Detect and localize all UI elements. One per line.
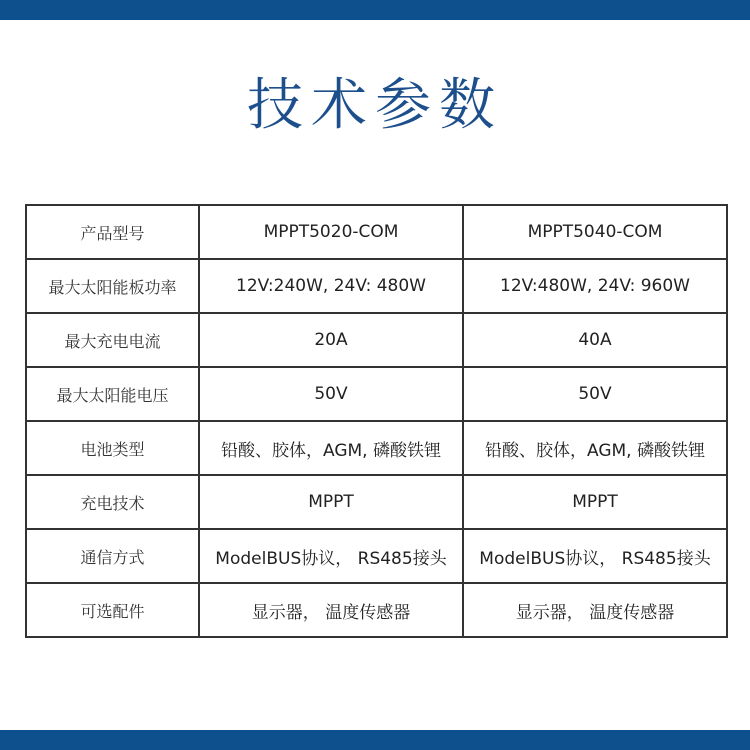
bottom-blue-band <box>0 730 750 750</box>
row-label: 最大太阳能电压 <box>26 367 199 421</box>
cell-value-a: 20A <box>199 313 463 367</box>
row-label: 充电技术 <box>26 475 199 529</box>
spec-table <box>25 204 728 638</box>
top-blue-band <box>0 0 750 20</box>
cell-value-a: 12V:240W, 24V: 480W <box>199 259 463 313</box>
table-row <box>26 529 727 583</box>
row-label: 可选配件 <box>26 583 199 637</box>
table-row <box>26 313 727 367</box>
cell-value-b: 显示器， 温度传感器 <box>463 583 727 637</box>
row-label: 最大太阳能板功率 <box>26 259 199 313</box>
table-row <box>26 421 727 475</box>
cell-value-b: 铅酸、胶体，AGM, 磷酸铁锂 <box>463 421 727 475</box>
cell-value-b: 50V <box>463 367 727 421</box>
table-row <box>26 205 727 259</box>
cell-model-a: MPPT5020-COM <box>199 205 463 259</box>
row-label: 产品型号 <box>26 205 199 259</box>
table-row <box>26 583 727 637</box>
row-label: 最大充电电流 <box>26 313 199 367</box>
cell-value-a: 50V <box>199 367 463 421</box>
table-row <box>26 475 727 529</box>
cell-value-a: ModelBUS协议， RS485接头 <box>199 529 463 583</box>
cell-value-a: MPPT <box>199 475 463 529</box>
cell-value-b: 40A <box>463 313 727 367</box>
cell-model-b: MPPT5040-COM <box>463 205 727 259</box>
cell-value-a: 铅酸、胶体，AGM, 磷酸铁锂 <box>199 421 463 475</box>
cell-value-b: MPPT <box>463 475 727 529</box>
table-row <box>26 259 727 313</box>
row-label: 通信方式 <box>26 529 199 583</box>
page-title: 技术参数 <box>247 73 503 138</box>
row-label: 电池类型 <box>26 421 199 475</box>
table-row <box>26 367 727 421</box>
cell-value-a: 显示器， 温度传感器 <box>199 583 463 637</box>
cell-value-b: 12V:480W, 24V: 960W <box>463 259 727 313</box>
cell-value-b: ModelBUS协议， RS485接头 <box>463 529 727 583</box>
